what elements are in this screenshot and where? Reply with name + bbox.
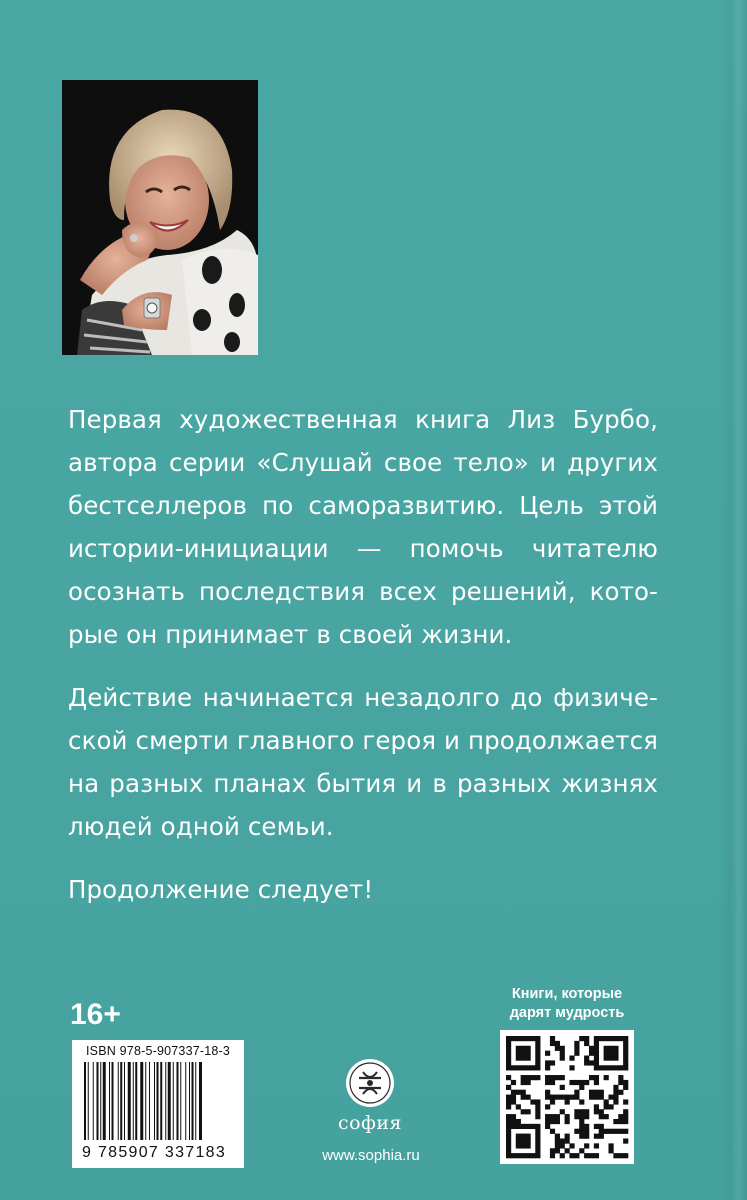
isbn-label: ISBN 978-5-907337-18-3 xyxy=(86,1044,231,1058)
blurb-line: автора серии «Слушай свое тело» и других xyxy=(68,448,658,477)
blurb-line: ской смерти главного героя и продолжается xyxy=(68,726,658,755)
blurb-line: Первая художественная книга Лиз Бурбо, xyxy=(68,405,658,434)
sophia-logo-icon xyxy=(345,1058,395,1108)
blurb-line: осознать последствия всех решений, кото- xyxy=(68,577,658,606)
age-rating: 16+ xyxy=(70,998,121,1031)
blurb-paragraph-3 xyxy=(68,868,658,911)
isbn-barcode xyxy=(72,1040,244,1168)
blurb-line: рые он принимает в своей жизни. xyxy=(68,620,513,649)
qr-caption-line: дарят мудрость xyxy=(509,1005,625,1021)
blurb-line: на разных планах бытия и в разных жизнях xyxy=(68,769,658,798)
blurb-paragraph-2 xyxy=(68,676,658,848)
qr-code-icon xyxy=(500,1030,634,1164)
qr-caption-line: Книги, которые xyxy=(511,986,623,1002)
barcode-digits: 9 785907 337183 xyxy=(82,1144,227,1161)
qr-caption xyxy=(492,985,642,1023)
author-portrait-icon xyxy=(62,80,258,355)
blurb-line: истории-инициации — помочь читателю xyxy=(68,534,658,563)
qr-code[interactable] xyxy=(500,1030,634,1164)
author-photo xyxy=(62,80,258,355)
publisher-url[interactable]: www.sophia.ru xyxy=(322,1147,420,1164)
blurb-line: Действие начинается незадолго до физиче- xyxy=(68,683,658,712)
cover-edge xyxy=(719,0,747,1200)
book-description xyxy=(68,398,658,931)
blurb-line: бестселлеров по саморазвитию. Цель этой xyxy=(68,491,658,520)
barcode-bars-icon xyxy=(84,1062,234,1142)
blurb-line: Продолжение следует! xyxy=(68,875,374,904)
blurb-paragraph-1 xyxy=(68,398,658,656)
blurb-line: людей одной семьи. xyxy=(68,812,334,841)
publisher-name: софия xyxy=(337,1112,403,1134)
